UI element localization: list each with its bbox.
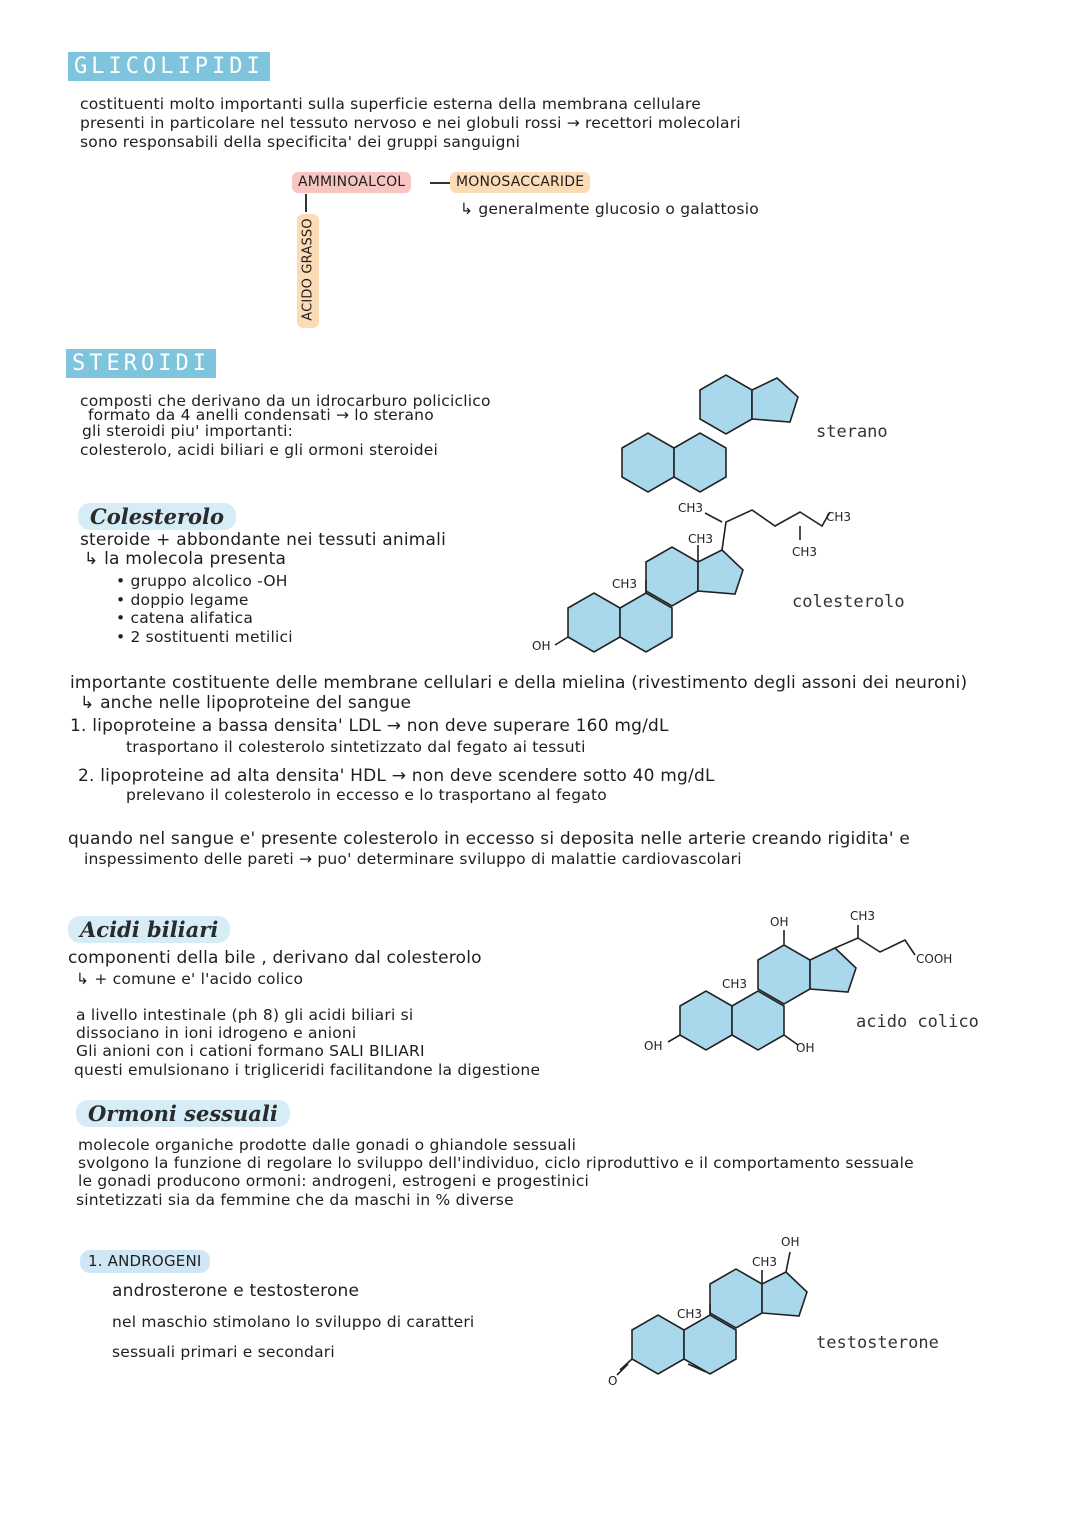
monosaccaride-note: ↳ generalmente glucosio o galattosio — [460, 200, 759, 218]
colesterolo-oh: OH — [532, 639, 551, 653]
subtitle-ormoni-sessuali: Ormoni sessuali — [76, 1100, 290, 1127]
colico-ring-a — [680, 991, 732, 1050]
testo-ring-d — [762, 1272, 807, 1316]
colesterolo-bullet-3: • catena alifatica — [116, 609, 254, 627]
steroidi-line-3: gli steroidi piu' importanti: — [82, 422, 294, 440]
colesterolo-ch3-top: CH3 — [678, 501, 704, 515]
testo-ketone-bond — [620, 1359, 632, 1370]
biliari-line-3: a livello intestinale (ph 8) gli acidi biliari si — [76, 1006, 414, 1024]
colesterolo-side-chain — [722, 510, 830, 550]
colesterolo-label: colesterolo — [792, 592, 905, 612]
biliari-line-6: questi emulsionano i trigliceridi facilitandone la digestione — [74, 1061, 541, 1079]
testo-oh: OH — [781, 1235, 800, 1249]
colesterolo-ch3-right: CH3 — [826, 510, 852, 524]
colesterolo-ch3-c: CH3 — [688, 532, 714, 546]
testo-ring-a — [632, 1315, 684, 1374]
acido-grasso-label: ACIDO GRASSO — [300, 218, 316, 321]
acido-colico-label: acido colico — [856, 1012, 979, 1032]
sterano-ring-b — [674, 433, 726, 492]
colesterolo-bullet-2: • doppio legame — [116, 591, 249, 609]
testo-ch3-b: CH3 — [677, 1307, 703, 1321]
androgeni-line-1: androsterone e testosterone — [112, 1281, 360, 1301]
biliari-line-5: Gli anioni con i cationi formano SALI BILIARI — [76, 1042, 425, 1060]
colico-oh-top: OH — [770, 915, 789, 929]
colesterolo-bullet-4: • 2 sostituenti metilici — [116, 628, 293, 646]
amminoalcol-label: AMMINOALCOL — [292, 172, 411, 193]
glicolipidi-line-1: costituenti molto importanti sulla superficie esterna della membrana cellulare — [80, 95, 702, 113]
monosaccaride-label: MONOSACCARIDE — [450, 172, 590, 193]
subtitle-acidi-biliari: Acidi biliari — [68, 916, 230, 943]
biliari-line-2: ↳ + comune e' l'acido colico — [76, 970, 304, 988]
colesterolo-line-1: steroide + abbondante nei tessuti animali — [80, 530, 447, 550]
colesterolo-bullet-1: • gruppo alcolico -OH — [116, 572, 288, 590]
ormoni-line-4: sintetizzati sia da femmine che da maschi in % diverse — [76, 1191, 514, 1209]
section-title-glicolipidi: GLICOLIPIDI — [68, 52, 270, 81]
testosterone-molecule — [617, 1252, 807, 1375]
ldl-line-2: trasportano il colesterolo sintetizzato dal fegato ai tessuti — [126, 738, 586, 756]
sterano-ring-c — [700, 375, 752, 434]
testo-ch3-c: CH3 — [752, 1255, 778, 1269]
subtitle-colesterolo: Colesterolo — [78, 503, 236, 530]
colesterolo-importance-2: ↳ anche nelle lipoproteine del sangue — [80, 693, 412, 713]
hdl-line: 2. lipoproteine ad alta densita' HDL → non deve scendere sotto 40 mg/dL — [78, 766, 715, 786]
steroidi-line-1: composti che derivano da un idrocarburo policiclico — [80, 392, 491, 410]
ormoni-line-2: svolgono la funzione di regolare lo sviluppo dell'individuo, ciclo riproduttivo e il comportamento sessuale — [78, 1154, 914, 1172]
colesterolo-ring-d — [698, 550, 743, 594]
biliari-line-4: dissociano in ioni idrogeno e anioni — [76, 1024, 357, 1042]
colico-side-chain — [835, 938, 915, 955]
testosterone-label: testosterone — [816, 1333, 939, 1353]
biliari-line-1: componenti della bile , derivano dal colesterolo — [68, 948, 482, 968]
colico-ch3-top: CH3 — [850, 909, 876, 923]
colesterolo-oh-bond — [555, 637, 568, 645]
testo-ketone-bond-2 — [617, 1364, 628, 1375]
colesterolo-ch3-bond-3 — [705, 513, 722, 522]
excess-line-2: inspessimento delle pareti → puo' determinare sviluppo di malattie cardiovascolari — [84, 850, 742, 868]
colesterolo-ch3-b: CH3 — [612, 577, 638, 591]
colesterolo-ch3-right-2: CH3 — [792, 545, 818, 559]
ormoni-line-3: le gonadi producono ormoni: androgeni, estrogeni e progestinici — [78, 1172, 590, 1190]
colesterolo-ring-a — [568, 593, 620, 652]
ldl-line: 1. lipoproteine a bassa densita' LDL → non deve superare 160 mg/dL — [70, 716, 669, 736]
glicolipidi-line-2: presenti in particolare nel tessuto nervoso e nei globuli rossi → recettori molecolari — [80, 114, 741, 132]
sterano-label: sterano — [816, 422, 888, 442]
hdl-line-2: prelevano il colesterolo in eccesso e lo trasportano al fegato — [126, 786, 607, 804]
colesterolo-importance: importante costituente delle membrane cellulari e della mielina (rivestimento degli assoni dei neuroni) — [70, 673, 968, 693]
androgeni-line-3: sessuali primari e secondari — [112, 1343, 335, 1361]
sterano-ring-a — [622, 433, 674, 492]
ormoni-line-1: molecole organiche prodotte dalle gonadi o ghiandole sessuali — [78, 1136, 577, 1154]
colico-cooh: COOH — [916, 952, 953, 966]
colico-ring-d — [810, 948, 856, 992]
excess-line-1: quando nel sangue e' presente colesterolo in eccesso si deposita nelle arterie creando rigidita' e — [68, 829, 911, 849]
androgeni-line-2: nel maschio stimolano lo sviluppo di caratteri — [112, 1313, 475, 1331]
steroidi-line-2: formato da 4 anelli condensati → lo sterano — [88, 406, 434, 424]
colico-oh-left-bond — [668, 1035, 680, 1042]
colico-ch3-b: CH3 — [722, 977, 748, 991]
sterano-molecule — [622, 375, 798, 492]
androgeni-title: 1. ANDROGENI — [80, 1250, 210, 1273]
colesterolo-line-2: ↳ la molecola presenta — [84, 549, 287, 569]
colico-oh-right: OH — [796, 1041, 815, 1055]
steroidi-line-4: colesterolo, acidi biliari e gli ormoni steroidei — [80, 441, 439, 459]
testo-o: O — [608, 1374, 618, 1388]
sterano-ring-d — [752, 378, 798, 422]
section-title-steroidi: STEROIDI — [66, 349, 216, 378]
testo-oh-bond — [786, 1252, 790, 1272]
colico-oh-left: OH — [644, 1039, 663, 1053]
glicolipidi-line-3: sono responsabili della specificita' dei gruppi sanguigni — [80, 133, 521, 151]
